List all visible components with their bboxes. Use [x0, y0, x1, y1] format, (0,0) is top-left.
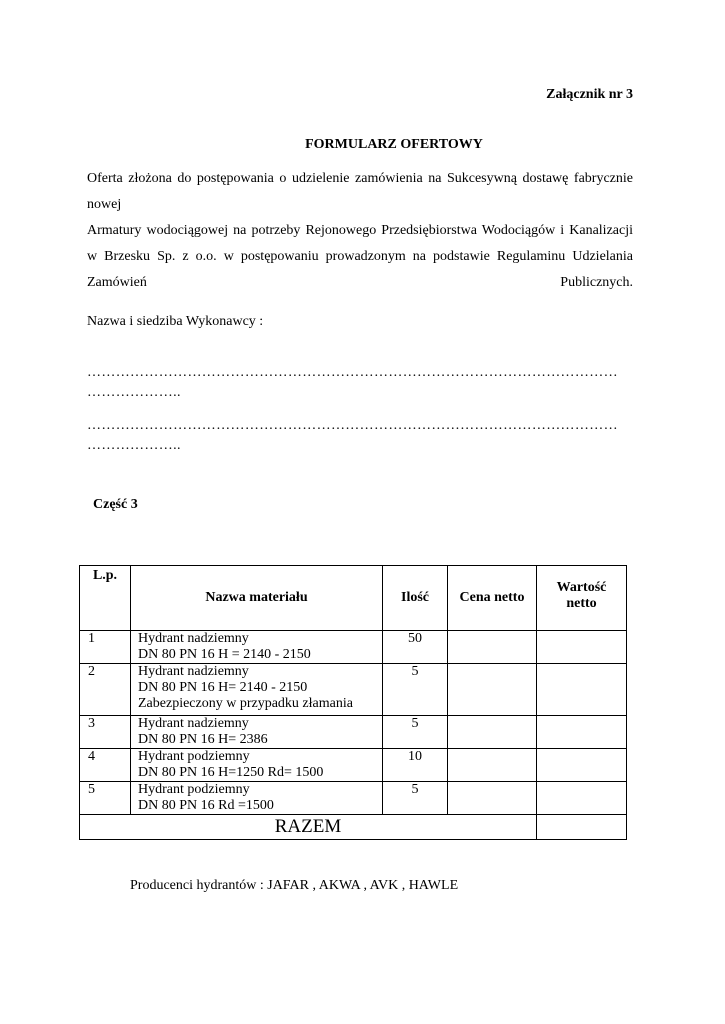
table-row	[80, 782, 627, 815]
row-quantity: 10	[383, 749, 448, 782]
row-net-value-cell[interactable]	[537, 664, 627, 716]
contractor-label: Nazwa i siedziba Wykonawcy :	[87, 314, 264, 329]
row-net-price-cell[interactable]	[448, 664, 537, 716]
row-quantity: 5	[383, 716, 448, 749]
row-net-value-cell[interactable]	[537, 631, 627, 664]
header-quantity: Ilość	[383, 566, 448, 631]
row-material-name: Hydrant podziemny DN 80 PN 16 H=1250 Rd= 1500	[131, 749, 383, 782]
annex-number: Załącznik nr 3	[546, 87, 633, 102]
header-material-name: Nazwa materiału	[131, 566, 383, 631]
row-lp: 4	[80, 749, 131, 782]
table-header-row	[80, 566, 627, 631]
hydrant-producers: Producenci hydrantów : JAFAR , AKWA , AVK , HAWLE	[130, 878, 459, 893]
contractor-dots-1b: ………………..	[87, 385, 181, 400]
table-row	[80, 631, 627, 664]
row-net-price-cell[interactable]	[448, 631, 537, 664]
row-quantity: 5	[383, 664, 448, 716]
row-lp: 5	[80, 782, 131, 815]
contractor-dots-1a: …………………………………………………………………………………………………	[87, 365, 618, 380]
contractor-dots-2b: ………………..	[87, 438, 181, 453]
row-lp: 2	[80, 664, 131, 716]
intro-line-2: Armatury wodociągowej na potrzeby Rejonowego Przedsiębiorstwa Wodociągów i Kanalizacji w Brzesku Sp. z o.o. w postępowaniu prowadzonym na podstawie Regulaminu Udzielania Zamówień Publicznych.	[87, 223, 633, 290]
materials-table	[79, 565, 627, 840]
row-net-value-cell[interactable]	[537, 716, 627, 749]
row-lp: 3	[80, 716, 131, 749]
table-total-row	[80, 815, 627, 840]
total-value-cell[interactable]	[537, 815, 627, 840]
header-net-value: Wartość netto	[537, 566, 627, 631]
row-net-price-cell[interactable]	[448, 782, 537, 815]
table-row	[80, 716, 627, 749]
row-material-name: Hydrant nadziemny DN 80 PN 16 H= 2140 - 2150 Zabezpieczony w przypadku złamania	[131, 664, 383, 716]
row-material-name: Hydrant podziemny DN 80 PN 16 Rd =1500	[131, 782, 383, 815]
row-quantity: 50	[383, 631, 448, 664]
total-label: RAZEM	[80, 815, 537, 840]
row-net-value-cell[interactable]	[537, 749, 627, 782]
contractor-fill-line-2[interactable]	[87, 416, 618, 456]
row-net-price-cell[interactable]	[448, 749, 537, 782]
row-quantity: 5	[383, 782, 448, 815]
contractor-dots-2a: …………………………………………………………………………………………………	[87, 418, 618, 433]
row-material-name: Hydrant nadziemny DN 80 PN 16 H = 2140 - 2150	[131, 631, 383, 664]
form-title: FORMULARZ OFERTOWY	[305, 137, 483, 152]
part-label: Część 3	[93, 497, 138, 512]
header-lp: L.p.	[80, 566, 131, 631]
row-lp: 1	[80, 631, 131, 664]
intro-line-1: Oferta złożona do postępowania o udzielenie zamówienia na Sukcesywną dostawę fabrycznie nowej	[87, 171, 633, 212]
row-net-value-cell[interactable]	[537, 782, 627, 815]
offer-intro	[87, 166, 633, 296]
table-row	[80, 664, 627, 716]
row-material-name: Hydrant nadziemny DN 80 PN 16 H= 2386	[131, 716, 383, 749]
table-row	[80, 749, 627, 782]
contractor-fill-line-1[interactable]	[87, 363, 618, 403]
row-net-price-cell[interactable]	[448, 716, 537, 749]
header-net-price: Cena netto	[448, 566, 537, 631]
